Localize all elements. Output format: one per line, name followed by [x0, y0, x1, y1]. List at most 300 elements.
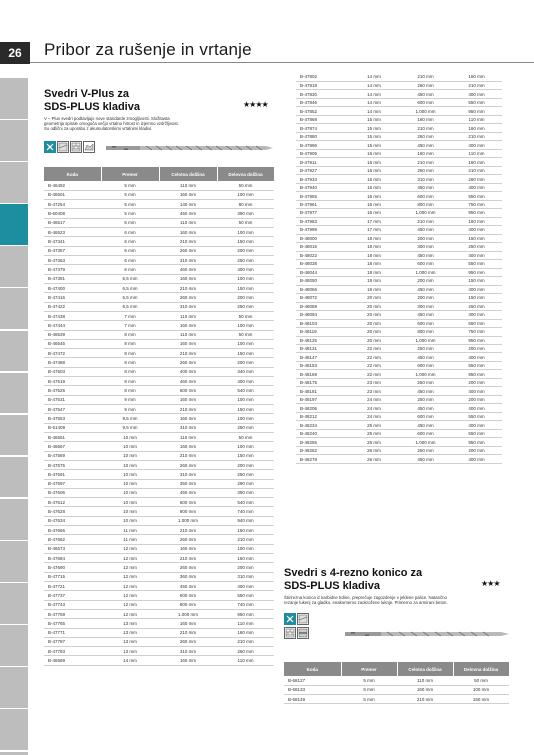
- table-row: [44, 488, 274, 497]
- cell-total-length: 210 mm: [400, 124, 451, 132]
- cell-diameter: 22 mm: [348, 370, 400, 378]
- table-row: [296, 353, 502, 361]
- cell-working-length: 200 mm: [217, 358, 274, 367]
- cell-working-length: 400 mm: [451, 90, 502, 98]
- cell-diameter: 12 mm: [101, 600, 159, 609]
- cell-diameter: 6,5 mm: [101, 302, 159, 311]
- cell-diameter: 12 mm: [101, 581, 159, 590]
- cell-working-length: 400 mm: [451, 141, 502, 149]
- section1-title: [44, 88, 140, 114]
- side-tab[interactable]: [0, 541, 28, 582]
- section2-application-icons: [284, 613, 309, 639]
- cell-diameter: 20 mm: [348, 302, 400, 310]
- cell-diameter: 18 mm: [348, 260, 400, 268]
- cell-total-length: 1.000 mm: [400, 438, 451, 446]
- cell-diameter: 25 mm: [348, 438, 400, 446]
- cell-total-length: 210 mm: [159, 628, 217, 637]
- cell-diameter: 9,5 mm: [101, 423, 159, 432]
- cell-working-length: 400 mm: [451, 183, 502, 191]
- cell-total-length: 450 mm: [400, 404, 451, 412]
- cell-diameter: 12 mm: [101, 544, 159, 553]
- cell-code: B-48278: [296, 455, 348, 463]
- cell-working-length: 100 mm: [217, 544, 274, 553]
- cell-code: B-46573: [44, 544, 101, 553]
- cell-total-length: 600 mm: [400, 429, 451, 437]
- cell-working-length: 550 mm: [451, 429, 502, 437]
- concrete-material-icon: [297, 613, 309, 625]
- side-tab[interactable]: [0, 78, 28, 119]
- cell-working-length: 150 mm: [453, 695, 509, 704]
- side-tab[interactable]: [0, 120, 28, 161]
- section2-title-line1: Svedri s 4-rezno konico za: [284, 567, 423, 579]
- cell-code: B-51409: [44, 423, 101, 432]
- cell-diameter: 11 mm: [101, 535, 159, 544]
- table-row: [44, 526, 274, 535]
- cell-diameter: 24 mm: [348, 412, 400, 420]
- cell-working-length: 400 mm: [451, 421, 502, 429]
- table-row: [44, 619, 274, 628]
- cell-code: B-47391: [44, 274, 101, 283]
- sds-plus-shank-icon: [284, 613, 296, 625]
- table-row: [44, 218, 274, 227]
- cell-diameter: 9,5 mm: [101, 414, 159, 423]
- table-row: [296, 302, 502, 310]
- table-row: [296, 81, 502, 89]
- cell-working-length: 50 mm: [217, 432, 274, 441]
- cell-diameter: 6,5 mm: [101, 293, 159, 302]
- cell-working-length: 200 mm: [451, 345, 502, 353]
- cell-diameter: 5 mm: [101, 190, 159, 199]
- table-row: [44, 470, 274, 479]
- cell-diameter: 9 mm: [101, 405, 159, 414]
- side-tab[interactable]: [0, 709, 28, 750]
- cell-diameter: 14 mm: [348, 81, 400, 89]
- cell-diameter: 16 mm: [348, 166, 400, 174]
- cell-code: B-47961: [296, 200, 348, 208]
- cell-diameter: 13 mm: [101, 637, 159, 646]
- cell-diameter: 23 mm: [348, 387, 400, 395]
- cell-diameter: 5 mm: [101, 209, 159, 218]
- cell-working-length: 50 mm: [217, 330, 274, 339]
- table-row: [44, 349, 274, 358]
- cell-code: B-48038: [296, 260, 348, 268]
- section1-desc-line: V – Plus svedri podtavljajo nove standarde zmogljivosti. Složitasta: [44, 116, 170, 121]
- cell-working-length: 200 mm: [451, 395, 502, 403]
- table-row: [44, 200, 274, 209]
- cell-total-length: 600 mm: [400, 319, 451, 327]
- table-row: [296, 319, 502, 327]
- table-row: [44, 479, 274, 488]
- table-row: [44, 339, 274, 348]
- table-row: [44, 656, 274, 665]
- cell-code: B-48094: [296, 311, 348, 319]
- side-tab[interactable]: [0, 373, 28, 414]
- table-row: [44, 395, 274, 404]
- table-row: [296, 345, 502, 353]
- section2-product-table: [284, 662, 510, 704]
- side-tab[interactable]: [0, 457, 28, 498]
- cell-total-length: 160 mm: [400, 115, 451, 123]
- cell-total-length: 160 mm: [159, 619, 217, 628]
- table-header-row: [284, 662, 509, 676]
- cell-code: B-46539: [44, 330, 101, 339]
- cell-code: B-48125: [296, 336, 348, 344]
- cell-code: B-48066: [296, 285, 348, 293]
- side-tab[interactable]: [0, 204, 28, 245]
- cell-working-length: 100 mm: [217, 442, 274, 451]
- cell-working-length: 160 mm: [451, 217, 502, 225]
- cell-working-length: 940 mm: [217, 516, 274, 525]
- cell-code: B-48169: [296, 370, 348, 378]
- table-row: [296, 294, 502, 302]
- cell-code: B-47896: [296, 141, 348, 149]
- table-row: [296, 387, 502, 395]
- cell-diameter: 6 mm: [101, 237, 159, 246]
- cell-diameter: 12 mm: [101, 563, 159, 572]
- cell-code: B-47416: [44, 293, 101, 302]
- concrete-material-icon: [57, 141, 69, 153]
- table-row: [44, 591, 274, 600]
- cell-total-length: 450 mm: [400, 455, 451, 463]
- cell-code: B-47591: [44, 470, 101, 479]
- section1-application-icons: [44, 141, 95, 153]
- cell-code: B-48016: [296, 243, 348, 251]
- cell-diameter: 13 mm: [101, 647, 159, 656]
- cell-working-length: 310 mm: [217, 572, 274, 581]
- cell-diameter: 22 mm: [348, 361, 400, 369]
- table-row: [44, 209, 274, 218]
- cell-total-length: 260 mm: [159, 563, 217, 572]
- cell-working-length: 50 mm: [453, 676, 509, 685]
- cell-code: B-47846: [296, 98, 348, 106]
- col-header-total-length: Celotna dolžina: [397, 662, 453, 676]
- cell-working-length: 550 mm: [451, 361, 502, 369]
- section1-description: [44, 116, 274, 132]
- table-row: [296, 455, 502, 463]
- cell-diameter: 16 mm: [348, 209, 400, 217]
- cell-working-length: 160 mm: [451, 158, 502, 166]
- cell-total-length: 160 mm: [159, 339, 217, 348]
- cell-diameter: 13 mm: [101, 619, 159, 628]
- cell-code: B-47830: [296, 90, 348, 98]
- cell-total-length: 600 mm: [159, 386, 217, 395]
- cell-code: B-47793: [44, 647, 101, 656]
- cell-code: B-47444: [44, 321, 101, 330]
- cell-working-length: 250 mm: [217, 302, 274, 311]
- cell-total-length: 110 mm: [159, 432, 217, 441]
- table-row: [296, 192, 502, 200]
- cell-total-length: 260 mm: [159, 637, 217, 646]
- cell-diameter: 6 mm: [101, 228, 159, 237]
- cell-code: B-48240: [296, 429, 348, 437]
- col-header-working-length: Delovna dolžina: [453, 662, 509, 676]
- cell-total-length: 110 mm: [159, 218, 217, 227]
- table-row: [44, 228, 274, 237]
- cell-diameter: 16 mm: [348, 149, 400, 157]
- cell-diameter: 9 mm: [101, 395, 159, 404]
- cell-total-length: 260 mm: [400, 132, 451, 140]
- cell-working-length: 740 mm: [217, 507, 274, 516]
- table-row: [296, 200, 502, 208]
- cell-diameter: 18 mm: [348, 268, 400, 276]
- cell-working-length: 150 mm: [217, 405, 274, 414]
- table-row: [44, 628, 274, 637]
- table-row: [44, 293, 274, 302]
- cell-code: B-47400: [44, 283, 101, 292]
- chapter-title: Pribor za rušenje in vrtanje: [44, 40, 252, 59]
- table-row: [44, 190, 274, 199]
- table-row: [44, 405, 274, 414]
- table-row: [44, 237, 274, 246]
- cell-working-length: 400 mm: [451, 285, 502, 293]
- table-row: [296, 149, 502, 157]
- cell-total-length: 800 mm: [159, 600, 217, 609]
- table-header-row: [44, 167, 274, 181]
- cell-code: B-46589: [44, 656, 101, 665]
- cell-diameter: 16 mm: [348, 175, 400, 183]
- cell-working-length: 150 mm: [217, 451, 274, 460]
- table-row: [296, 446, 502, 454]
- table-row: [44, 442, 274, 451]
- cell-diameter: 15 mm: [348, 141, 400, 149]
- cell-total-length: 600 mm: [400, 260, 451, 268]
- cell-code: B-48197: [296, 395, 348, 403]
- cell-total-length: 310 mm: [159, 423, 217, 432]
- side-tab[interactable]: [0, 752, 28, 755]
- masonry-material-icon: [284, 627, 296, 639]
- cell-diameter: 18 mm: [348, 234, 400, 242]
- cell-code: B-48072: [296, 294, 348, 302]
- cell-diameter: 19 mm: [348, 277, 400, 285]
- cell-code: B-48175: [296, 378, 348, 386]
- cell-diameter: 25 mm: [348, 421, 400, 429]
- table-row: [296, 175, 502, 183]
- cell-working-length: 400 mm: [451, 404, 502, 412]
- table-row: [296, 395, 502, 403]
- cell-total-length: 260 mm: [159, 358, 217, 367]
- page-number: 26: [0, 42, 30, 64]
- cell-total-length: 250 mm: [400, 378, 451, 386]
- cell-diameter: 16 mm: [348, 200, 400, 208]
- cell-total-length: 200 mm: [400, 277, 451, 285]
- cell-diameter: 8 mm: [101, 349, 159, 358]
- sds-plus-shank-icon: [44, 141, 56, 153]
- cell-code: B-48181: [296, 387, 348, 395]
- cell-total-length: 210 mm: [397, 695, 453, 704]
- cell-code: B-47438: [44, 311, 101, 320]
- cell-diameter: 5 mm: [101, 181, 159, 190]
- cell-total-length: 1.000 mm: [400, 209, 451, 217]
- side-tab[interactable]: [0, 667, 28, 708]
- side-tab[interactable]: [0, 499, 28, 540]
- table-row: [44, 451, 274, 460]
- table-row: [44, 544, 274, 553]
- cell-code: B-47852: [296, 107, 348, 115]
- table-row: [44, 554, 274, 563]
- section2-desc-line: Štirirezna konica iz karbidne trdine, preprečuje zagozdenje v jeklene palice. Natančno: [284, 595, 447, 600]
- cell-working-length: 550 mm: [451, 260, 502, 268]
- cell-code: B-47721: [44, 581, 101, 590]
- cell-working-length: 950 mm: [451, 336, 502, 344]
- cell-code: B-47983: [296, 217, 348, 225]
- cell-working-length: 250 mm: [451, 243, 502, 251]
- cell-code: B-48131: [296, 345, 348, 353]
- side-tab[interactable]: [0, 331, 28, 372]
- side-tab[interactable]: [0, 583, 28, 624]
- cell-working-length: 200 mm: [451, 378, 502, 386]
- cell-total-length: 460 mm: [159, 377, 217, 386]
- cell-total-length: 110 mm: [159, 311, 217, 320]
- side-tab[interactable]: [0, 415, 28, 456]
- side-tab[interactable]: [0, 625, 28, 666]
- cell-diameter: 7 mm: [101, 321, 159, 330]
- cell-diameter: 6 mm: [101, 256, 159, 265]
- cell-total-length: 450 mm: [400, 183, 451, 191]
- cell-working-length: 260 mm: [451, 175, 502, 183]
- cell-code: B-47905: [296, 149, 348, 157]
- cell-code: B-48262: [296, 446, 348, 454]
- table-row: [296, 268, 502, 276]
- cell-working-length: 200 mm: [217, 563, 274, 572]
- stone-material-icon: [83, 141, 95, 153]
- table-row: [296, 361, 502, 369]
- cell-code: B-47868: [296, 115, 348, 123]
- table-row: [44, 609, 274, 618]
- cell-working-length: 150 mm: [451, 294, 502, 302]
- cell-working-length: 110 mm: [451, 115, 502, 123]
- cell-diameter: 7 mm: [101, 311, 159, 320]
- table-row: [296, 132, 502, 140]
- col-header-diameter: Premer: [341, 662, 397, 676]
- table-row: [44, 283, 274, 292]
- table-row: [296, 115, 502, 123]
- side-tab[interactable]: [0, 162, 28, 203]
- section2-title: [284, 567, 422, 593]
- cell-code: B-48103: [296, 319, 348, 327]
- cell-diameter: 10 mm: [101, 498, 159, 507]
- table-row: [44, 637, 274, 646]
- cell-total-length: 350 mm: [159, 479, 217, 488]
- cell-code: B-47597: [44, 479, 101, 488]
- cell-working-length: 250 mm: [217, 470, 274, 479]
- cell-total-length: 160 mm: [159, 656, 217, 665]
- cell-total-length: 110 mm: [159, 330, 217, 339]
- cell-total-length: 600 mm: [400, 361, 451, 369]
- cell-diameter: 6 mm: [101, 218, 159, 227]
- cell-total-length: 450 mm: [400, 311, 451, 319]
- cell-diameter: 10 mm: [101, 442, 159, 451]
- cell-working-length: 950 mm: [451, 268, 502, 276]
- cell-code: B-60408: [44, 209, 101, 218]
- cell-working-length: 250 mm: [217, 256, 274, 265]
- table-row: [296, 328, 502, 336]
- table-row: [44, 256, 274, 265]
- cell-working-length: 950 mm: [451, 209, 502, 217]
- cell-code: B-47634: [44, 516, 101, 525]
- cell-code: B-47503: [44, 367, 101, 376]
- table-row: [296, 260, 502, 268]
- cell-diameter: 10 mm: [101, 488, 159, 497]
- cell-working-length: 100 mm: [217, 228, 274, 237]
- cell-code: B-68127: [284, 676, 341, 685]
- cell-working-length: 160 mm: [451, 73, 502, 81]
- section1-product-table: [44, 167, 275, 666]
- table-row: [284, 676, 509, 685]
- cell-code: B-47422: [44, 302, 101, 311]
- cell-diameter: 14 mm: [348, 98, 400, 106]
- cell-code: B-47357: [44, 246, 101, 255]
- table-row: [44, 377, 274, 386]
- cell-code: B-48000: [296, 234, 348, 242]
- cell-working-length: 100 mm: [217, 274, 274, 283]
- cell-code: B-47472: [44, 349, 101, 358]
- cell-code: B-47379: [44, 265, 101, 274]
- cell-working-length: 160 mm: [217, 554, 274, 563]
- cell-working-length: 550 mm: [217, 591, 274, 600]
- table-row: [44, 367, 274, 376]
- cell-working-length: 390 mm: [217, 488, 274, 497]
- cell-working-length: 400 mm: [451, 387, 502, 395]
- cell-code: B-47771: [44, 628, 101, 637]
- cell-diameter: 8 mm: [101, 377, 159, 386]
- side-tab[interactable]: [0, 288, 28, 329]
- cell-working-length: 550 mm: [451, 192, 502, 200]
- cell-working-length: 200 mm: [217, 246, 274, 255]
- table-row: [296, 336, 502, 344]
- table-row: [44, 358, 274, 367]
- cell-code: B-68149: [284, 695, 341, 704]
- cell-working-length: 50 mm: [217, 311, 274, 320]
- cell-working-length: 160 mm: [217, 526, 274, 535]
- side-tab[interactable]: [0, 246, 28, 287]
- cell-total-length: 160 mm: [159, 190, 217, 199]
- table-row: [296, 285, 502, 293]
- table-row: [296, 429, 502, 437]
- cell-diameter: 8 mm: [101, 358, 159, 367]
- cell-diameter: 24 mm: [348, 395, 400, 403]
- section1-product-table-continued: [296, 73, 502, 464]
- cell-total-length: 260 mm: [400, 166, 451, 174]
- cell-diameter: 10 mm: [101, 516, 159, 525]
- cell-diameter: 14 mm: [101, 656, 159, 665]
- cell-total-length: 160 mm: [159, 414, 217, 423]
- cell-diameter: 17 mm: [348, 217, 400, 225]
- cell-total-length: 310 mm: [159, 470, 217, 479]
- cell-total-length: 450 mm: [400, 90, 451, 98]
- cell-total-length: 110 mm: [159, 181, 217, 190]
- cell-total-length: 160 mm: [397, 685, 453, 694]
- cell-code: B-46501: [44, 190, 101, 199]
- cell-code: B-47547: [44, 405, 101, 414]
- cell-diameter: 10 mm: [101, 432, 159, 441]
- table-row: [296, 209, 502, 217]
- cell-working-length: 150 mm: [217, 349, 274, 358]
- section2-description: [284, 595, 514, 605]
- cell-code: B-47254: [44, 200, 101, 209]
- cell-code: B-47662: [44, 535, 101, 544]
- table-row: [44, 386, 274, 395]
- col-header-diameter: Premer: [101, 167, 159, 181]
- cell-working-length: 740 mm: [217, 600, 274, 609]
- cell-total-length: 250 mm: [400, 345, 451, 353]
- cell-code: B-48212: [296, 412, 348, 420]
- table-row: [44, 535, 274, 544]
- cell-diameter: 10 mm: [101, 479, 159, 488]
- cell-working-length: 50 mm: [217, 181, 274, 190]
- cell-total-length: 1.000 mm: [400, 336, 451, 344]
- cell-diameter: 20 mm: [348, 311, 400, 319]
- cell-total-length: 300 mm: [400, 302, 451, 310]
